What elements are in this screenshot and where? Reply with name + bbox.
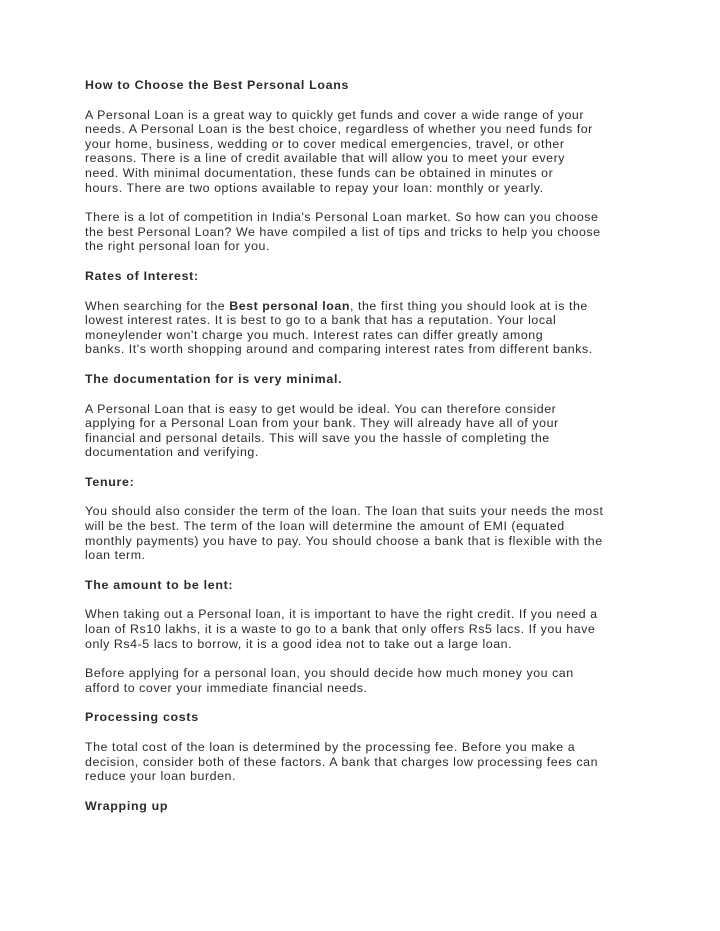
section-heading-documentation: The documentation for is very minimal. — [85, 371, 343, 386]
rates-suffix: , the first thing you should look at is the — [349, 298, 588, 313]
wrapping-heading-block — [85, 799, 645, 814]
text-line: When taking out a Personal loan, it is important to have the right credit. If you need a — [85, 607, 598, 622]
text-line: only Rs4-5 lacs to borrow, it is a good idea not to take out a large loan. — [85, 636, 513, 651]
text-line: need. With minimal documentation, these funds can be obtained in minutes or — [85, 165, 554, 180]
tenure-paragraph — [85, 504, 645, 562]
text-line: will be the best. The term of the loan will determine the amount of EMI (equated — [85, 519, 565, 534]
rates-paragraph — [85, 299, 645, 357]
documentation-paragraph — [85, 402, 645, 460]
text-line: financial and personal details. This will save you the hassle of completing the — [85, 430, 550, 445]
text-line: applying for a Personal Loan from your bank. They will already have all of your — [85, 416, 559, 431]
text-line: hours. There are two options available to repay your loan: monthly or yearly. — [85, 180, 544, 195]
section-heading-amount: The amount to be lent: — [85, 577, 234, 592]
text-line: reasons. There is a line of credit available that will allow you to meet your every — [85, 151, 565, 166]
section-heading-processing: Processing costs — [85, 710, 199, 725]
tenure-heading-block — [85, 475, 645, 490]
title-block — [85, 78, 645, 93]
page-title: How to Choose the Best Personal Loans — [85, 78, 350, 92]
text-line — [85, 299, 645, 314]
section-heading-rates: Rates of Interest: — [85, 268, 199, 283]
text-line: There is a lot of competition in India's Personal Loan market. So how can you choose — [85, 210, 599, 225]
document-page — [85, 78, 645, 828]
processing-paragraph — [85, 740, 645, 784]
text-line: the best Personal Loan? We have compiled a list of tips and tricks to help you choose — [85, 224, 601, 239]
rates-heading-block — [85, 269, 645, 284]
amount-paragraph-2 — [85, 666, 645, 695]
intro-paragraph-1 — [85, 108, 645, 196]
text-line: moneylender won't charge you much. Interest rates can differ greatly among — [85, 327, 544, 342]
amount-heading-block — [85, 578, 645, 593]
text-line: reduce your loan burden. — [85, 769, 236, 784]
text-line: lowest interest rates. It is best to go to a bank that has a reputation. Your local — [85, 313, 557, 328]
rates-prefix: When searching for the — [85, 298, 230, 313]
text-line: loan term. — [85, 548, 146, 563]
text-line: your home, business, wedding or to cover medical emergencies, travel, or other — [85, 136, 565, 151]
text-line: monthly payments) you have to pay. You should choose a bank that is flexible with the — [85, 533, 603, 548]
text-line: The total cost of the loan is determined by the processing fee. Before you make a — [85, 740, 576, 754]
text-line: You should also consider the term of the loan. The loan that suits your needs the most — [85, 504, 604, 519]
text-line: loan of Rs10 lakhs, it is a waste to go to a bank that only offers Rs5 lacs. If you have — [85, 622, 596, 637]
intro-paragraph-2 — [85, 210, 645, 254]
documentation-heading-block — [85, 372, 645, 387]
text-line: the right personal loan for you. — [85, 239, 270, 254]
text-line: afford to cover your immediate financial needs. — [85, 680, 368, 695]
text-line: documentation and verifying. — [85, 445, 259, 460]
amount-paragraph-1 — [85, 607, 645, 651]
text-line: needs. A Personal Loan is the best choice, regardless of whether you need funds for — [85, 122, 593, 137]
text-line: A Personal Loan is a great way to quickly get funds and cover a wide range of your — [85, 107, 585, 122]
best-personal-loan-link-text: Best personal loan — [229, 298, 350, 313]
text-line: A Personal Loan that is easy to get would be ideal. You can therefore consider — [85, 401, 557, 416]
text-line: decision, consider both of these factors. A bank that charges low processing fees can — [85, 754, 599, 769]
section-heading-tenure: Tenure: — [85, 474, 135, 489]
text-line: banks. It's worth shopping around and comparing interest rates from different banks. — [85, 342, 593, 357]
text-line: Before applying for a personal loan, you should decide how much money you can — [85, 666, 574, 681]
section-heading-wrapping-up: Wrapping up — [85, 798, 169, 813]
processing-heading-block — [85, 710, 645, 725]
